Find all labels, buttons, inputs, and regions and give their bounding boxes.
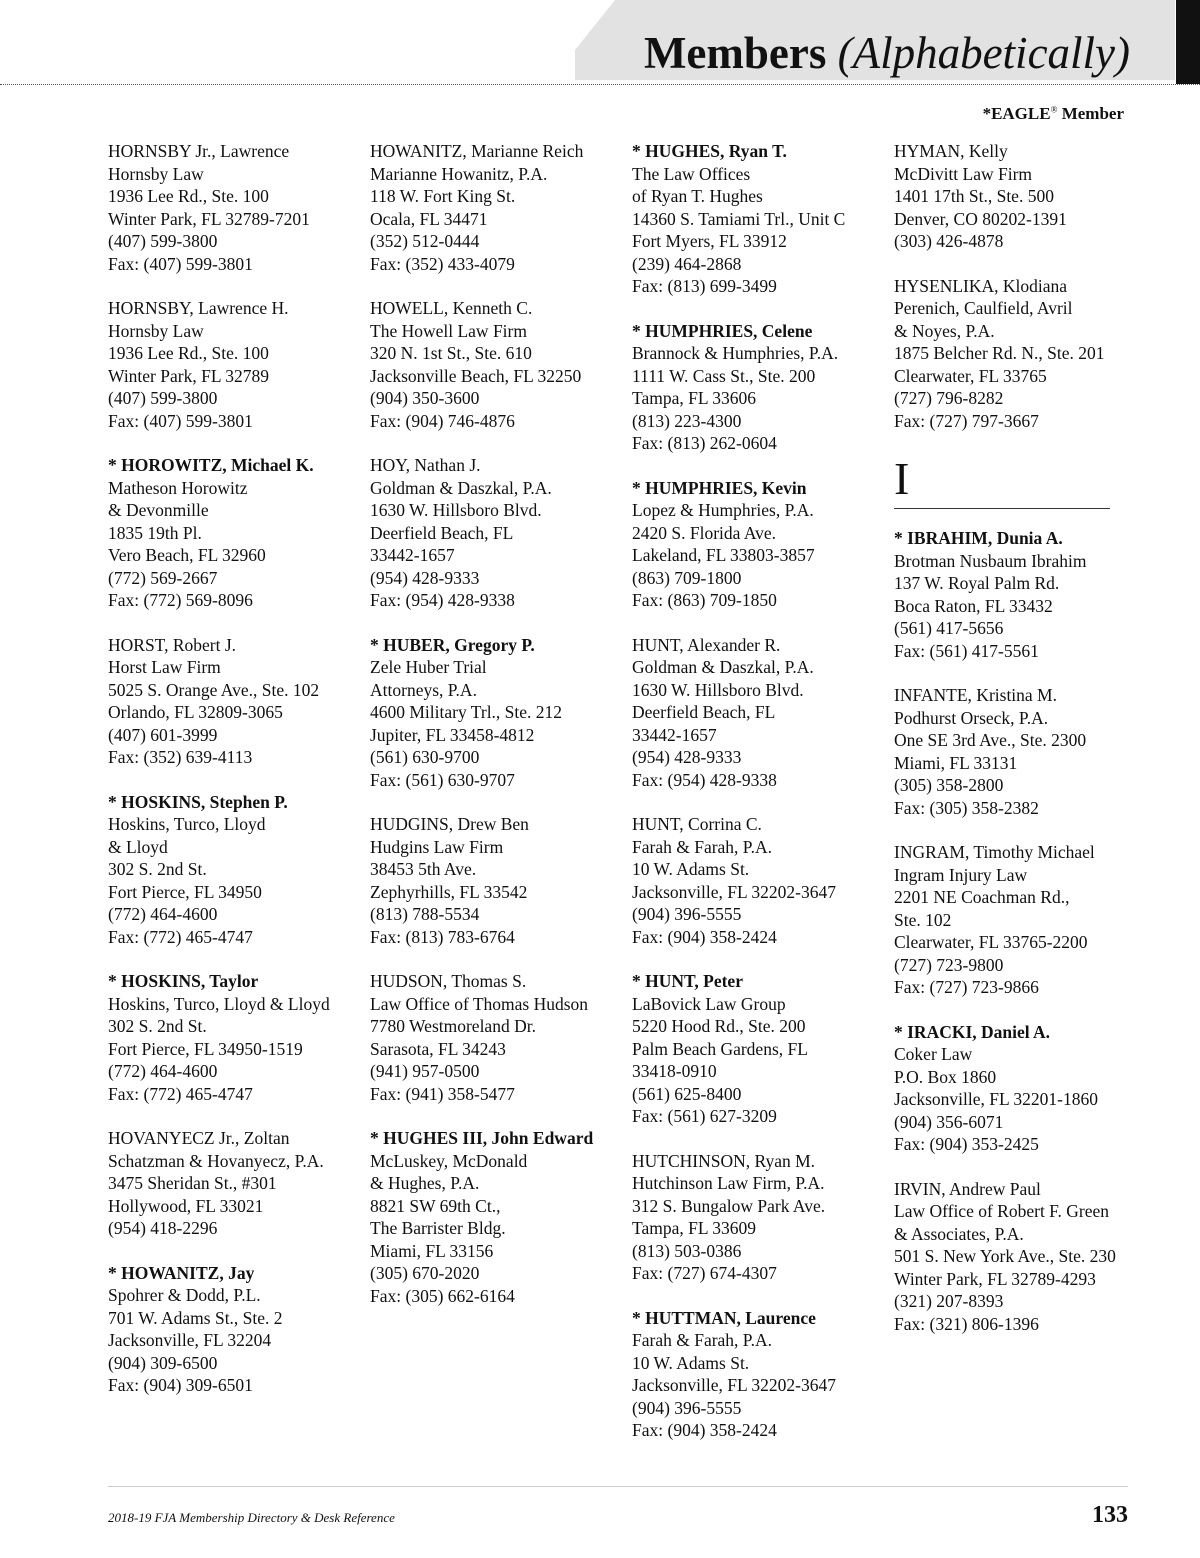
member-name: HOWANITZ, Marianne Reich (370, 141, 584, 161)
eagle-member-legend (983, 104, 1124, 124)
member-detail-line: Clearwater, FL 33765-2200 (894, 932, 1088, 952)
member-detail-line: Winter Park, FL 32789-7201 (108, 208, 310, 229)
member-detail-line: Orlando, FL 32809-3065 (108, 702, 283, 722)
member-entry (370, 454, 622, 612)
member-detail-line: Hornsby Law (108, 320, 204, 341)
member-detail-line: (904) 309-6500 (108, 1352, 218, 1373)
member-name: * HUTTMAN, Laurence (632, 1307, 816, 1328)
member-detail-line: (303) 426-4878 (894, 231, 1004, 251)
member-detail-line: 118 W. Fort King St. (370, 186, 516, 206)
member-detail-line: Fort Pierce, FL 34950 (108, 881, 262, 902)
member-detail-line: Fax: (727) 674-4307 (632, 1263, 777, 1283)
member-detail-line: Matheson Horowitz (108, 477, 248, 498)
member-detail-line: Fax: (321) 806-1396 (894, 1313, 1039, 1334)
member-detail-line: & Noyes, P.A. (894, 320, 995, 341)
member-detail-line: Attorneys, P.A. (370, 679, 477, 700)
member-entry (108, 970, 360, 1105)
member-detail-line: (904) 350-3600 (370, 388, 480, 408)
member-detail-line: Fort Myers, FL 33912 (632, 231, 787, 251)
member-name: HUDSON, Thomas S. (370, 971, 527, 991)
member-detail-line: Fax: (941) 358-5477 (370, 1083, 515, 1104)
member-detail-line: Goldman & Daszkal, P.A. (632, 657, 814, 677)
member-detail-line: 1875 Belcher Rd. N., Ste. 201 (894, 343, 1105, 363)
member-name: * HUBER, Gregory P. (370, 634, 535, 655)
member-detail-line: Fax: (305) 662-6164 (370, 1285, 515, 1306)
member-detail-line: Jacksonville, FL 32202-3647 (632, 1375, 836, 1395)
member-detail-line: 501 S. New York Ave., Ste. 230 (894, 1246, 1116, 1266)
member-detail-line: 5025 S. Orange Ave., Ste. 102 (108, 679, 320, 700)
directory-column-3 (632, 140, 884, 1464)
member-detail-line: 8821 SW 69th Ct., (370, 1195, 501, 1216)
member-detail-line: The Howell Law Firm (370, 320, 527, 341)
page-title-qualifier: (Alphabetically) (837, 28, 1130, 78)
member-name: HYMAN, Kelly (894, 141, 1008, 161)
member-detail-line: 2420 S. Florida Ave. (632, 522, 777, 543)
member-detail-line: (407) 599-3800 (108, 231, 218, 251)
member-detail-line: Ste. 102 (894, 909, 952, 930)
member-detail-line: Zele Huber Trial (370, 657, 487, 677)
member-detail-line: The Law Offices (632, 163, 751, 184)
member-detail-line: 33442-1657 (370, 545, 455, 565)
member-detail-line: & Hughes, P.A. (370, 1173, 480, 1193)
member-detail-line: Jacksonville Beach, FL 32250 (370, 365, 582, 386)
member-detail-line: Schatzman & Hovanyecz, P.A. (108, 1150, 324, 1171)
member-entry (632, 1307, 884, 1442)
directory-column-2 (370, 140, 622, 1329)
header-edge-tab (1176, 0, 1200, 84)
member-detail-line: 5220 Hood Rd., Ste. 200 (632, 1016, 806, 1036)
member-detail-line: McDivitt Law Firm (894, 163, 1033, 184)
member-detail-line: 7780 Westmoreland Dr. (370, 1016, 536, 1036)
member-detail-line: (813) 503-0386 (632, 1240, 742, 1261)
member-detail-line: Hornsby Law (108, 163, 204, 184)
member-entry (632, 1150, 884, 1285)
member-entry (894, 684, 1146, 819)
member-detail-line: Fax: (904) 358-2424 (632, 926, 777, 947)
member-detail-line: Fax: (904) 358-2424 (632, 1420, 777, 1440)
registered-mark: ® (1050, 104, 1058, 115)
member-name: HOY, Nathan J. (370, 455, 481, 475)
member-detail-line: (813) 788-5534 (370, 904, 480, 924)
member-detail-line: Law Office of Robert F. Green (894, 1201, 1110, 1221)
member-detail-line: Jacksonville, FL 32201-1860 (894, 1089, 1098, 1109)
member-entry (632, 813, 884, 948)
member-detail-line: Ingram Injury Law (894, 864, 1028, 885)
member-name: HORNSBY Jr., Lawrence (108, 141, 290, 161)
member-entry (108, 454, 360, 612)
member-detail-line: McLuskey, McDonald (370, 1150, 528, 1171)
member-entry (108, 140, 360, 275)
member-detail-line: 1401 17th St., Ste. 500 (894, 186, 1054, 206)
member-detail-line: 2201 NE Coachman Rd., (894, 887, 1070, 907)
member-detail-line: Fax: (772) 465-4747 (108, 1083, 253, 1104)
member-entry (894, 140, 1146, 253)
member-detail-line: & Devonmille (108, 500, 209, 520)
member-name: INGRAM, Timothy Michael (894, 842, 1095, 862)
member-detail-line: Farah & Farah, P.A. (632, 1330, 772, 1350)
member-detail-line: Palm Beach Gardens, FL (632, 1038, 808, 1059)
member-detail-line: Deerfield Beach, FL (632, 702, 776, 722)
member-detail-line: (772) 464-4600 (108, 904, 218, 924)
member-detail-line: Fax: (305) 358-2382 (894, 797, 1039, 818)
member-name: * HOWANITZ, Jay (108, 1262, 255, 1283)
member-entry (370, 1127, 622, 1307)
member-entry (894, 527, 1146, 662)
member-name: HUTCHINSON, Ryan M. (632, 1150, 816, 1171)
member-entry (632, 970, 884, 1128)
member-name: HORST, Robert J. (108, 634, 237, 655)
eagle-legend-prefix: *EAGLE (982, 104, 1051, 123)
member-detail-line: 302 S. 2nd St. (108, 859, 207, 879)
member-detail-line: (904) 396-5555 (632, 904, 742, 924)
member-name: * HUNT, Peter (632, 971, 743, 991)
member-entry (894, 275, 1146, 433)
member-entry (370, 297, 622, 432)
member-detail-line: 38453 5th Ave. (370, 859, 477, 879)
member-detail-line: Fax: (772) 465-4747 (108, 926, 253, 947)
member-detail-line: Horst Law Firm (108, 657, 221, 677)
member-entry (108, 1262, 360, 1397)
member-detail-line: Winter Park, FL 32789 (108, 365, 269, 386)
member-detail-line: Denver, CO 80202-1391 (894, 208, 1067, 229)
member-detail-line: Tampa, FL 33606 (632, 388, 757, 408)
member-detail-line: (407) 601-3999 (108, 724, 218, 745)
member-detail-line: (321) 207-8393 (894, 1291, 1004, 1311)
member-detail-line: (305) 670-2020 (370, 1263, 480, 1283)
member-name: HOVANYECZ Jr., Zoltan (108, 1128, 290, 1148)
member-detail-line: Hudgins Law Firm (370, 836, 504, 857)
member-entry (632, 320, 884, 455)
member-detail-line: Boca Raton, FL 33432 (894, 595, 1053, 616)
member-detail-line: Hoskins, Turco, Lloyd (108, 814, 266, 834)
member-detail-line: Fax: (561) 630-9707 (370, 769, 515, 790)
member-detail-line: Fax: (904) 309-6501 (108, 1375, 253, 1395)
member-detail-line: Fax: (954) 428-9338 (632, 769, 777, 790)
member-detail-line: Farah & Farah, P.A. (632, 836, 772, 857)
member-entry (370, 140, 622, 275)
member-detail-line: (772) 464-4600 (108, 1061, 218, 1081)
member-detail-line: Fax: (727) 797-3667 (894, 410, 1039, 431)
member-detail-line: Fax: (904) 746-4876 (370, 410, 515, 431)
directory-column-1 (108, 140, 360, 1419)
member-detail-line: 14360 S. Tamiami Trl., Unit C (632, 208, 846, 229)
member-detail-line: Goldman & Daszkal, P.A. (370, 477, 552, 498)
member-detail-line: Jupiter, FL 33458-4812 (370, 724, 535, 745)
member-detail-line: 1630 W. Hillsboro Blvd. (632, 679, 804, 700)
member-detail-line: 320 N. 1st St., Ste. 610 (370, 343, 532, 363)
member-entry (894, 1021, 1146, 1156)
member-detail-line: Podhurst Orseck, P.A. (894, 707, 1049, 728)
member-name: * HOSKINS, Stephen P. (108, 791, 288, 812)
member-entry (370, 813, 622, 948)
member-name: * HUGHES III, John Edward (370, 1128, 594, 1148)
member-detail-line: & Lloyd (108, 836, 168, 857)
member-detail-line: Lakeland, FL 33803-3857 (632, 545, 815, 565)
member-entry (894, 1178, 1146, 1336)
member-detail-line: Fax: (772) 569-8096 (108, 590, 253, 610)
member-name: * HOROWITZ, Michael K. (108, 455, 314, 475)
member-entry (108, 634, 360, 769)
member-detail-line: Fax: (561) 417-5561 (894, 640, 1039, 661)
member-detail-line: Perenich, Caulfield, Avril (894, 298, 1073, 318)
page-title-main: Members (643, 28, 827, 78)
member-detail-line: Jacksonville, FL 32202-3647 (632, 881, 836, 902)
member-detail-line: (561) 417-5656 (894, 618, 1004, 638)
member-detail-line: Law Office of Thomas Hudson (370, 993, 589, 1014)
member-detail-line: (904) 356-6071 (894, 1111, 1004, 1132)
member-detail-line: Sarasota, FL 34243 (370, 1038, 506, 1059)
member-entry (108, 1127, 360, 1240)
member-detail-line: (954) 428-9333 (370, 567, 480, 588)
member-detail-line: Marianne Howanitz, P.A. (370, 163, 548, 184)
member-detail-line: Winter Park, FL 32789-4293 (894, 1268, 1096, 1289)
member-detail-line: Fax: (813) 262-0604 (632, 433, 777, 453)
page-title (644, 24, 1130, 82)
member-detail-line: Hollywood, FL 33021 (108, 1195, 264, 1216)
member-detail-line: Miami, FL 33156 (370, 1240, 494, 1261)
member-name: * IRACKI, Daniel A. (894, 1021, 1051, 1042)
member-detail-line: (772) 569-2667 (108, 567, 218, 588)
member-detail-line: 10 W. Adams St. (632, 1352, 750, 1373)
member-name: HOWELL, Kenneth C. (370, 298, 533, 318)
member-detail-line: One SE 3rd Ave., Ste. 2300 (894, 730, 1087, 750)
member-detail-line: Fax: (904) 353-2425 (894, 1134, 1039, 1154)
member-detail-line: Fax: (352) 639-4113 (108, 747, 253, 767)
member-name: HUNT, Alexander R. (632, 634, 781, 655)
member-detail-line: 33418-0910 (632, 1061, 717, 1081)
member-name: * HUMPHRIES, Kevin (632, 477, 807, 498)
member-detail-line: P.O. Box 1860 (894, 1066, 997, 1087)
member-detail-line: Vero Beach, FL 32960 (108, 545, 266, 565)
member-entry (894, 841, 1146, 999)
member-detail-line: & Associates, P.A. (894, 1223, 1024, 1244)
member-detail-line: 10 W. Adams St. (632, 859, 750, 879)
member-detail-line: 701 W. Adams St., Ste. 2 (108, 1307, 283, 1328)
member-detail-line: Clearwater, FL 33765 (894, 365, 1047, 386)
member-name: * HUGHES, Ryan T. (632, 141, 787, 161)
member-detail-line: (352) 512-0444 (370, 231, 480, 251)
member-detail-line: (239) 464-2868 (632, 253, 742, 274)
member-detail-line: Fax: (813) 699-3499 (632, 276, 777, 296)
member-detail-line: (904) 396-5555 (632, 1397, 742, 1418)
member-detail-line: 1111 W. Cass St., Ste. 200 (632, 365, 816, 386)
member-name: * HUMPHRIES, Celene (632, 320, 813, 341)
member-detail-line: 137 W. Royal Palm Rd. (894, 573, 1060, 593)
member-detail-line: 4600 Military Trl., Ste. 212 (370, 702, 563, 722)
header-divider (0, 84, 1200, 85)
member-entry (108, 297, 360, 432)
member-detail-line: (407) 599-3800 (108, 388, 218, 408)
member-name: INFANTE, Kristina M. (894, 685, 1057, 705)
member-detail-line: (727) 723-9800 (894, 954, 1004, 975)
member-detail-line: Deerfield Beach, FL (370, 522, 514, 543)
member-detail-line: Lopez & Humphries, P.A. (632, 500, 814, 520)
member-detail-line: Hutchinson Law Firm, P.A. (632, 1173, 825, 1193)
member-name: HORNSBY, Lawrence H. (108, 298, 289, 318)
member-detail-line: 1936 Lee Rd., Ste. 100 (108, 343, 269, 363)
member-entry (632, 477, 884, 612)
member-name: HYSENLIKA, Klodiana (894, 275, 1068, 296)
member-detail-line: Miami, FL 33131 (894, 752, 1018, 773)
member-detail-line: Coker Law (894, 1044, 973, 1064)
member-detail-line: Fax: (954) 428-9338 (370, 590, 515, 610)
member-detail-line: 1630 W. Hillsboro Blvd. (370, 500, 542, 520)
member-detail-line: Zephyrhills, FL 33542 (370, 881, 528, 902)
member-entry (370, 970, 622, 1105)
member-detail-line: Fax: (561) 627-3209 (632, 1106, 777, 1126)
eagle-legend-suffix: Member (1057, 104, 1124, 123)
member-name: IRVIN, Andrew Paul (894, 1178, 1041, 1199)
member-detail-line: (863) 709-1800 (632, 567, 742, 588)
member-detail-line: 33442-1657 (632, 724, 717, 745)
member-entry (632, 140, 884, 298)
member-entry (632, 634, 884, 792)
member-detail-line: Fax: (407) 599-3801 (108, 253, 253, 274)
member-detail-line: (561) 625-8400 (632, 1083, 742, 1104)
member-detail-line: 3475 Sheridan St., #301 (108, 1173, 277, 1193)
member-detail-line: (305) 358-2800 (894, 775, 1004, 795)
member-detail-line: (954) 418-2296 (108, 1218, 218, 1238)
member-name: * HOSKINS, Taylor (108, 971, 259, 991)
member-name: HUDGINS, Drew Ben (370, 814, 529, 834)
member-detail-line: 1936 Lee Rd., Ste. 100 (108, 186, 269, 206)
member-detail-line: Tampa, FL 33609 (632, 1218, 757, 1238)
member-entry (370, 634, 622, 792)
member-detail-line: of Ryan T. Hughes (632, 186, 763, 206)
member-detail-line: Brannock & Humphries, P.A. (632, 343, 839, 363)
member-detail-line: 1835 19th Pl. (108, 522, 202, 543)
member-detail-line: Spohrer & Dodd, P.L. (108, 1285, 261, 1305)
footer-divider (108, 1486, 1128, 1487)
member-detail-line: 302 S. 2nd St. (108, 1016, 207, 1036)
member-detail-line: Fax: (863) 709-1850 (632, 590, 777, 610)
member-detail-line: Fax: (352) 433-4079 (370, 253, 515, 274)
publication-title: 2018-19 FJA Membership Directory & Desk Reference (108, 1510, 395, 1525)
member-detail-line: 312 S. Bungalow Park Ave. (632, 1195, 826, 1216)
member-detail-line: (561) 630-9700 (370, 747, 480, 767)
member-detail-line: (727) 796-8282 (894, 388, 1004, 408)
member-detail-line: (813) 223-4300 (632, 410, 742, 431)
member-detail-line: Fax: (813) 783-6764 (370, 926, 515, 947)
member-name: HUNT, Corrina C. (632, 814, 762, 834)
member-detail-line: Jacksonville, FL 32204 (108, 1330, 272, 1350)
member-detail-line: Fax: (727) 723-9866 (894, 977, 1039, 997)
member-detail-line: Brotman Nusbaum Ibrahim (894, 550, 1087, 571)
member-name: * IBRAHIM, Dunia A. (894, 528, 1063, 548)
member-detail-line: (941) 957-0500 (370, 1061, 480, 1081)
section-letter-heading: I (894, 454, 1110, 509)
member-detail-line: LaBovick Law Group (632, 993, 786, 1014)
member-detail-line: (954) 428-9333 (632, 747, 742, 767)
member-detail-line: Fort Pierce, FL 34950-1519 (108, 1038, 303, 1059)
directory-column-4 (894, 140, 1146, 1357)
member-detail-line: The Barrister Bldg. (370, 1218, 506, 1238)
member-entry (108, 791, 360, 949)
member-detail-line: Hoskins, Turco, Lloyd & Lloyd (108, 993, 330, 1014)
member-detail-line: Ocala, FL 34471 (370, 208, 488, 229)
page-number: 133 (1092, 1502, 1128, 1528)
member-detail-line: Fax: (407) 599-3801 (108, 410, 253, 431)
